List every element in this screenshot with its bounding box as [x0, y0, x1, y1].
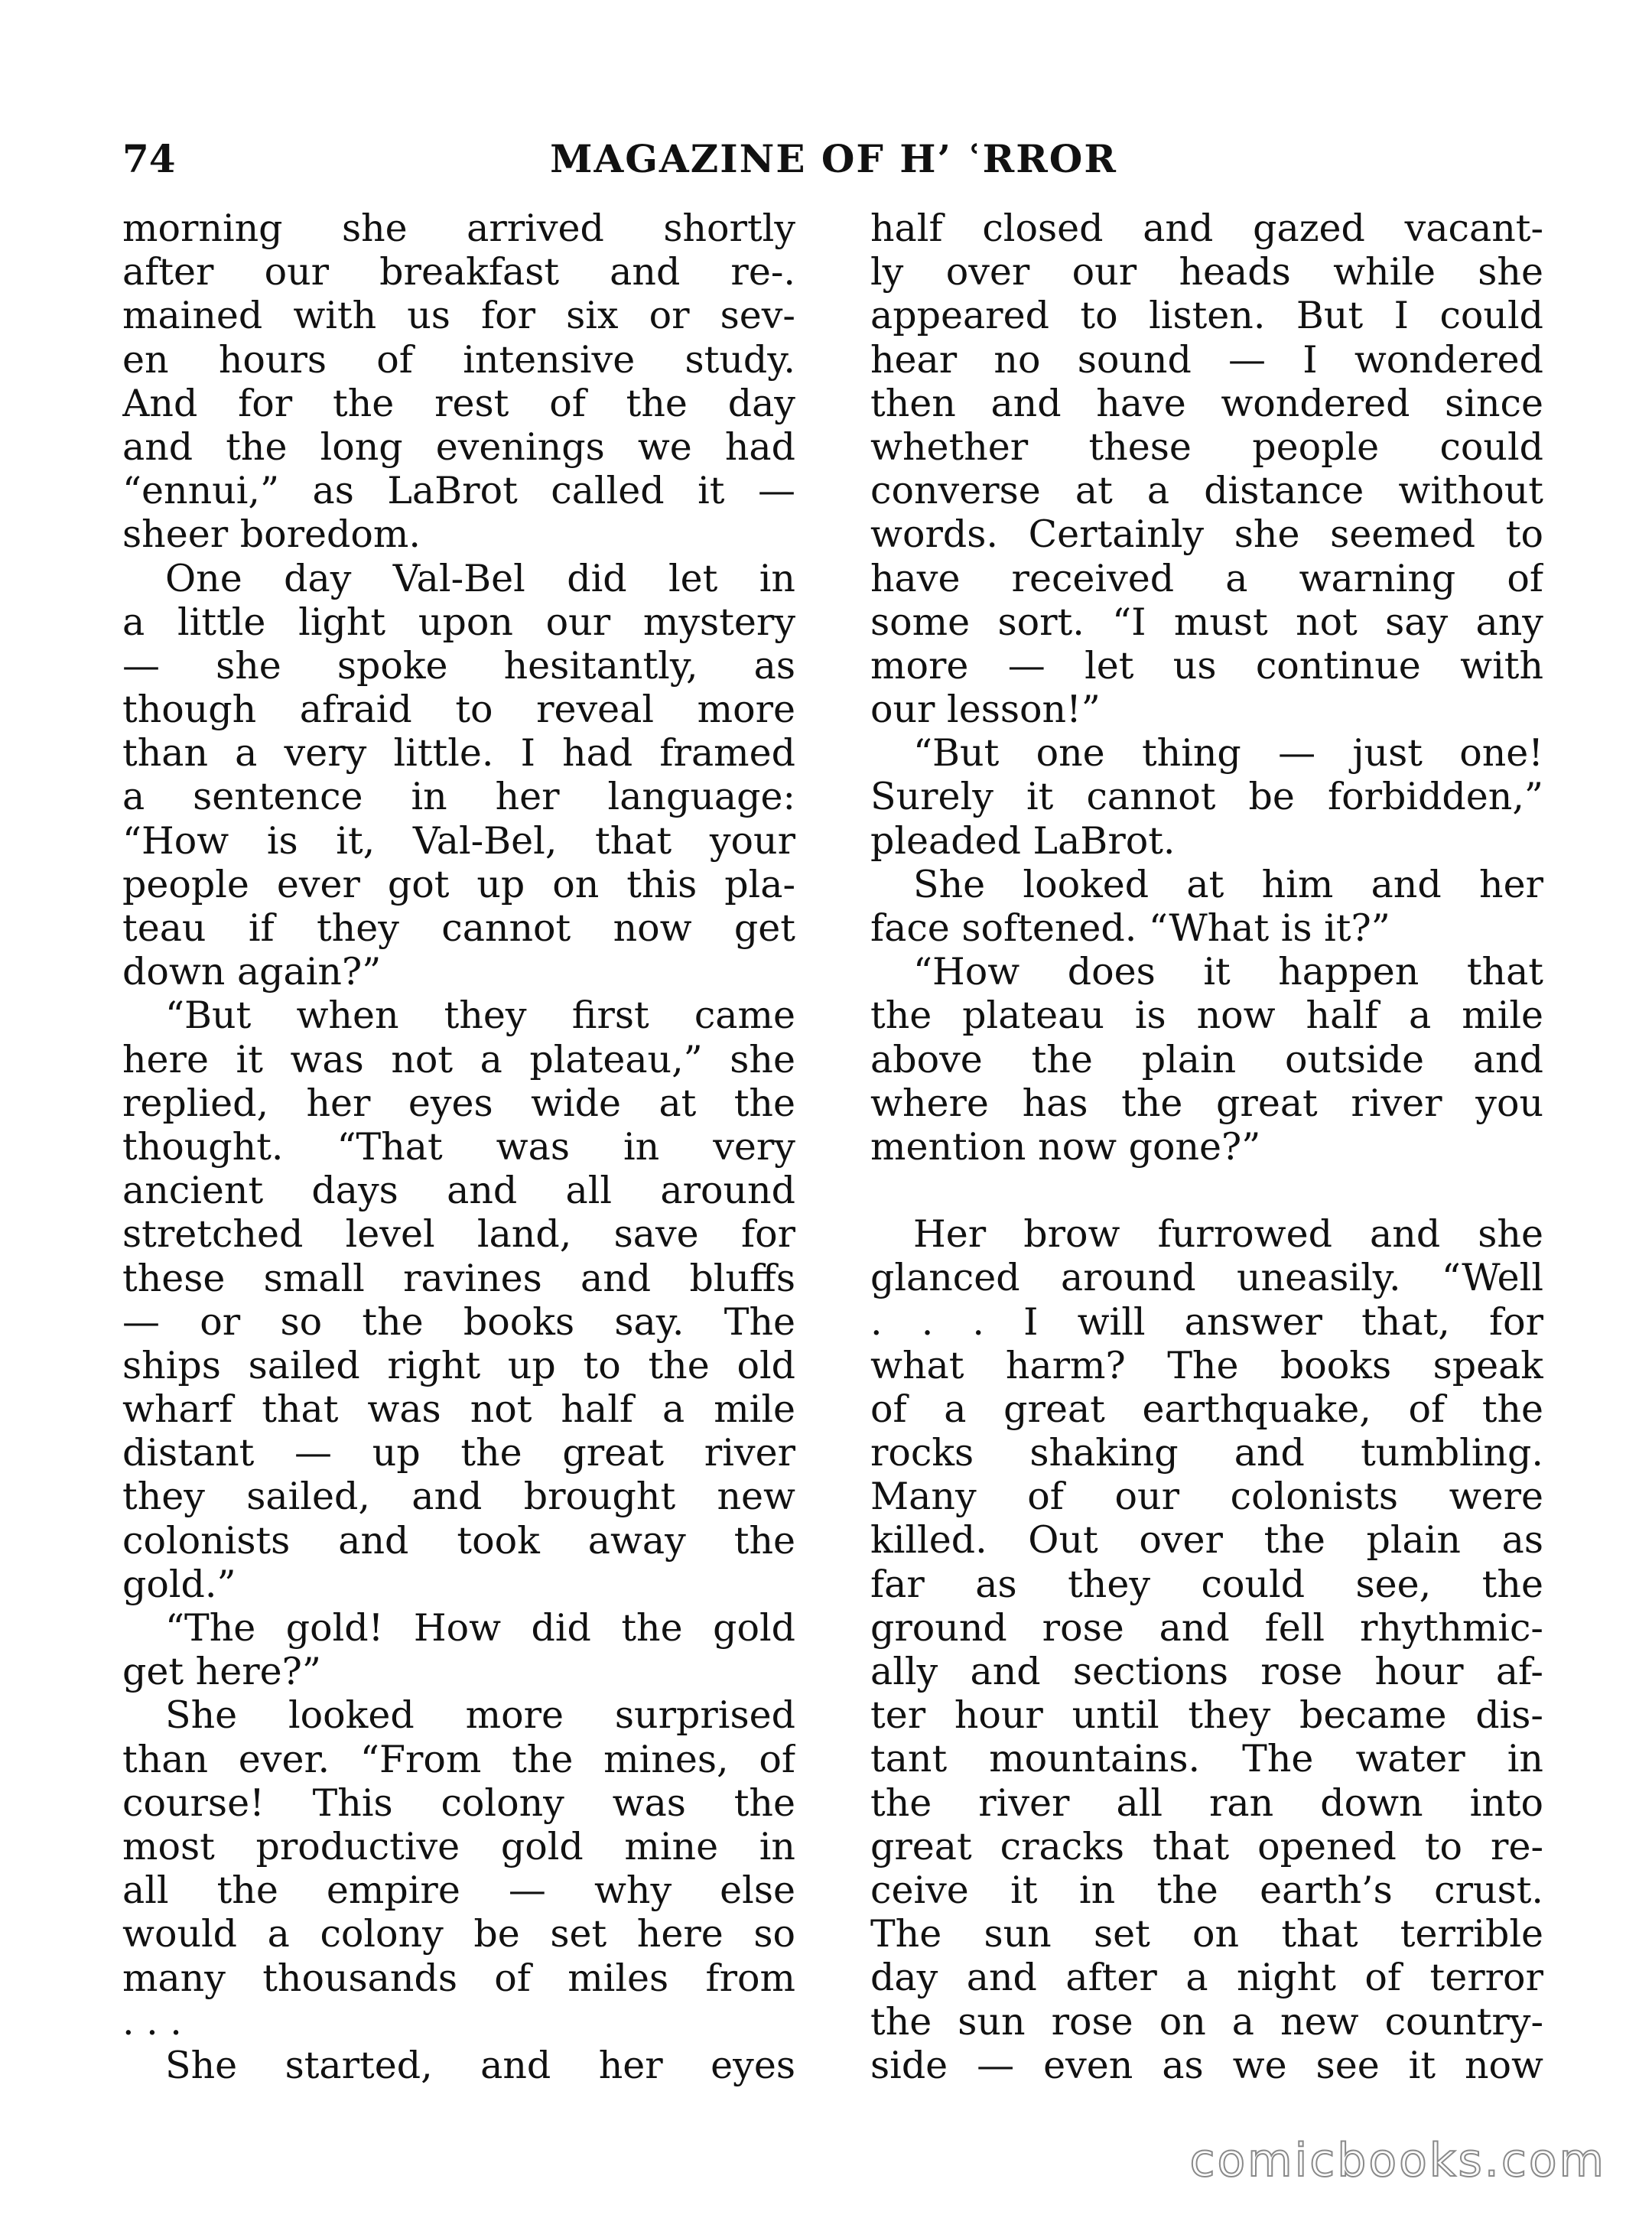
text-line: ancient days and all around	[122, 1169, 795, 1213]
text-line: “But one thing — just one!	[913, 731, 1543, 776]
text-line: morning she arrived shortly	[122, 207, 795, 250]
text-line: tant mountains. The water in	[870, 1737, 1543, 1781]
text-line: colonists and took away the	[122, 1518, 795, 1563]
text-line: what harm? The books speak	[870, 1343, 1543, 1387]
text-line: rocks shaking and tumbling.	[870, 1431, 1543, 1475]
left-column	[122, 207, 795, 2087]
text-line: of a great earthquake, of the	[870, 1387, 1543, 1431]
text-line: ter hour until they became dis-	[870, 1693, 1543, 1738]
text-line: . . . I will answer that, for	[870, 1299, 1543, 1344]
text-line: get here?”	[122, 1650, 321, 1694]
text-line: pleaded LaBrot.	[870, 818, 1176, 863]
text-line: where has the great river you	[870, 1081, 1543, 1125]
text-line: sheer boredom.	[122, 512, 421, 557]
text-line: than ever. “From the mines, of	[122, 1737, 795, 1781]
text-line: stretched level land, save for	[122, 1212, 795, 1257]
text-line: “But when they first came	[165, 994, 795, 1038]
text-line: all the empire — why else	[122, 1868, 795, 1913]
text-line: mention now gone?”	[870, 1124, 1261, 1169]
text-line: our lesson!”	[870, 688, 1101, 732]
running-head: MAGAZINE OF H’ ʿRROR	[550, 136, 1117, 181]
page-header	[122, 136, 1545, 190]
page-number: 74	[122, 136, 176, 181]
text-line: ceive it in the earth’s crust.	[870, 1868, 1543, 1912]
text-line: the plateau is now half a mile	[870, 994, 1543, 1038]
text-line: Surely it cannot be forbidden,”	[870, 775, 1543, 819]
text-line: and the long evenings we had	[122, 424, 795, 469]
text-line: killed. Out over the plain as	[870, 1518, 1543, 1563]
text-line: She looked at him and her	[913, 862, 1543, 906]
text-line: teau if they cannot now get	[122, 906, 795, 950]
text-line: “How does it happen that	[913, 950, 1543, 994]
text-line: converse at a distance without	[870, 469, 1543, 513]
text-line: people ever got up on this pla-	[122, 862, 795, 906]
text-line: above the plain outside and	[870, 1037, 1543, 1081]
text-line: . . .	[122, 1999, 182, 2044]
text-line: great cracks that opened to re-	[870, 1824, 1543, 1868]
text-line: “ennui,” as LaBrot called it —	[122, 469, 795, 513]
text-line: than a very little. I had framed	[122, 731, 795, 776]
text-line: distant — up the great river	[122, 1431, 795, 1475]
text-line: Many of our colonists were	[870, 1475, 1543, 1519]
text-line: gold.”	[122, 1562, 236, 1606]
text-line: en hours of intensive study.	[122, 337, 795, 382]
text-line: down again?”	[122, 950, 382, 994]
text-line: whether these people could	[870, 424, 1543, 469]
text-line: most productive gold mine in	[122, 1824, 795, 1868]
text-line: face softened. “What is it?”	[870, 906, 1390, 950]
text-line: wharf that was not half a mile	[122, 1387, 795, 1432]
text-line: “The gold! How did the gold	[165, 1606, 795, 1650]
text-line: more — let us continue with	[870, 643, 1543, 688]
text-line: ships sailed right up to the old	[122, 1343, 795, 1387]
text-line: day and after a night of terror	[870, 1956, 1543, 2000]
text-line: have received a warning of	[870, 556, 1543, 600]
text-line: ly over our heads while she	[870, 250, 1543, 294]
text-line: “How is it, Val-Bel, that your	[122, 818, 795, 863]
text-line: these small ravines and bluffs	[122, 1256, 795, 1300]
text-line: replied, her eyes wide at the	[122, 1081, 795, 1125]
text-line: The sun set on that terrible	[870, 1912, 1543, 1956]
text-line: far as they could see, the	[870, 1562, 1543, 1606]
text-line: ground rose and fell rhythmic-	[870, 1605, 1543, 1650]
text-line: And for the rest of the day	[122, 381, 795, 425]
text-line: ally and sections rose hour af-	[870, 1650, 1543, 1693]
text-line: mained with us for six or sev-	[122, 294, 795, 338]
text-line: though afraid to reveal more	[122, 688, 795, 732]
text-line: One day Val-Bel did let in	[165, 556, 795, 600]
text-line: — or so the books say. The	[122, 1299, 795, 1344]
text-line: hear no sound — I wondered	[870, 337, 1543, 382]
text-line: appeared to listen. But I could	[870, 294, 1543, 338]
text-line: the sun rose on a new country-	[870, 1999, 1543, 2044]
text-line: after our breakfast and re-.	[122, 250, 795, 294]
text-line: course! This colony was the	[122, 1781, 795, 1825]
watermark: comicbooks.com	[1189, 2134, 1606, 2187]
text-line: many thousands of miles from	[122, 1956, 795, 2000]
text-line: She looked more surprised	[165, 1693, 795, 1738]
text-line: — she spoke hesitantly, as	[122, 643, 795, 688]
paragraph-gap	[870, 1169, 1543, 1212]
text-line: Her brow furrowed and she	[913, 1212, 1543, 1257]
text-line: a little light upon our mystery	[122, 600, 795, 644]
text-line: would a colony be set here so	[122, 1912, 795, 1956]
text-line: a sentence in her language:	[122, 775, 795, 819]
text-line: thought. “That was in very	[122, 1124, 795, 1169]
text-line: words. Certainly she seemed to	[870, 512, 1543, 557]
text-line: they sailed, and brought new	[122, 1475, 795, 1519]
text-line: some sort. “I must not say any	[870, 600, 1543, 644]
text-line: glanced around uneasily. “Well	[870, 1256, 1543, 1300]
text-line: the river all ran down into	[870, 1781, 1543, 1825]
text-line: half closed and gazed vacant-	[870, 207, 1543, 250]
text-line: She started, and her eyes	[165, 2043, 795, 2087]
text-line: then and have wondered since	[870, 381, 1543, 425]
right-column	[870, 207, 1543, 2087]
text-line: side — even as we see it now	[870, 2043, 1543, 2087]
text-line: here it was not a plateau,” she	[122, 1037, 795, 1081]
